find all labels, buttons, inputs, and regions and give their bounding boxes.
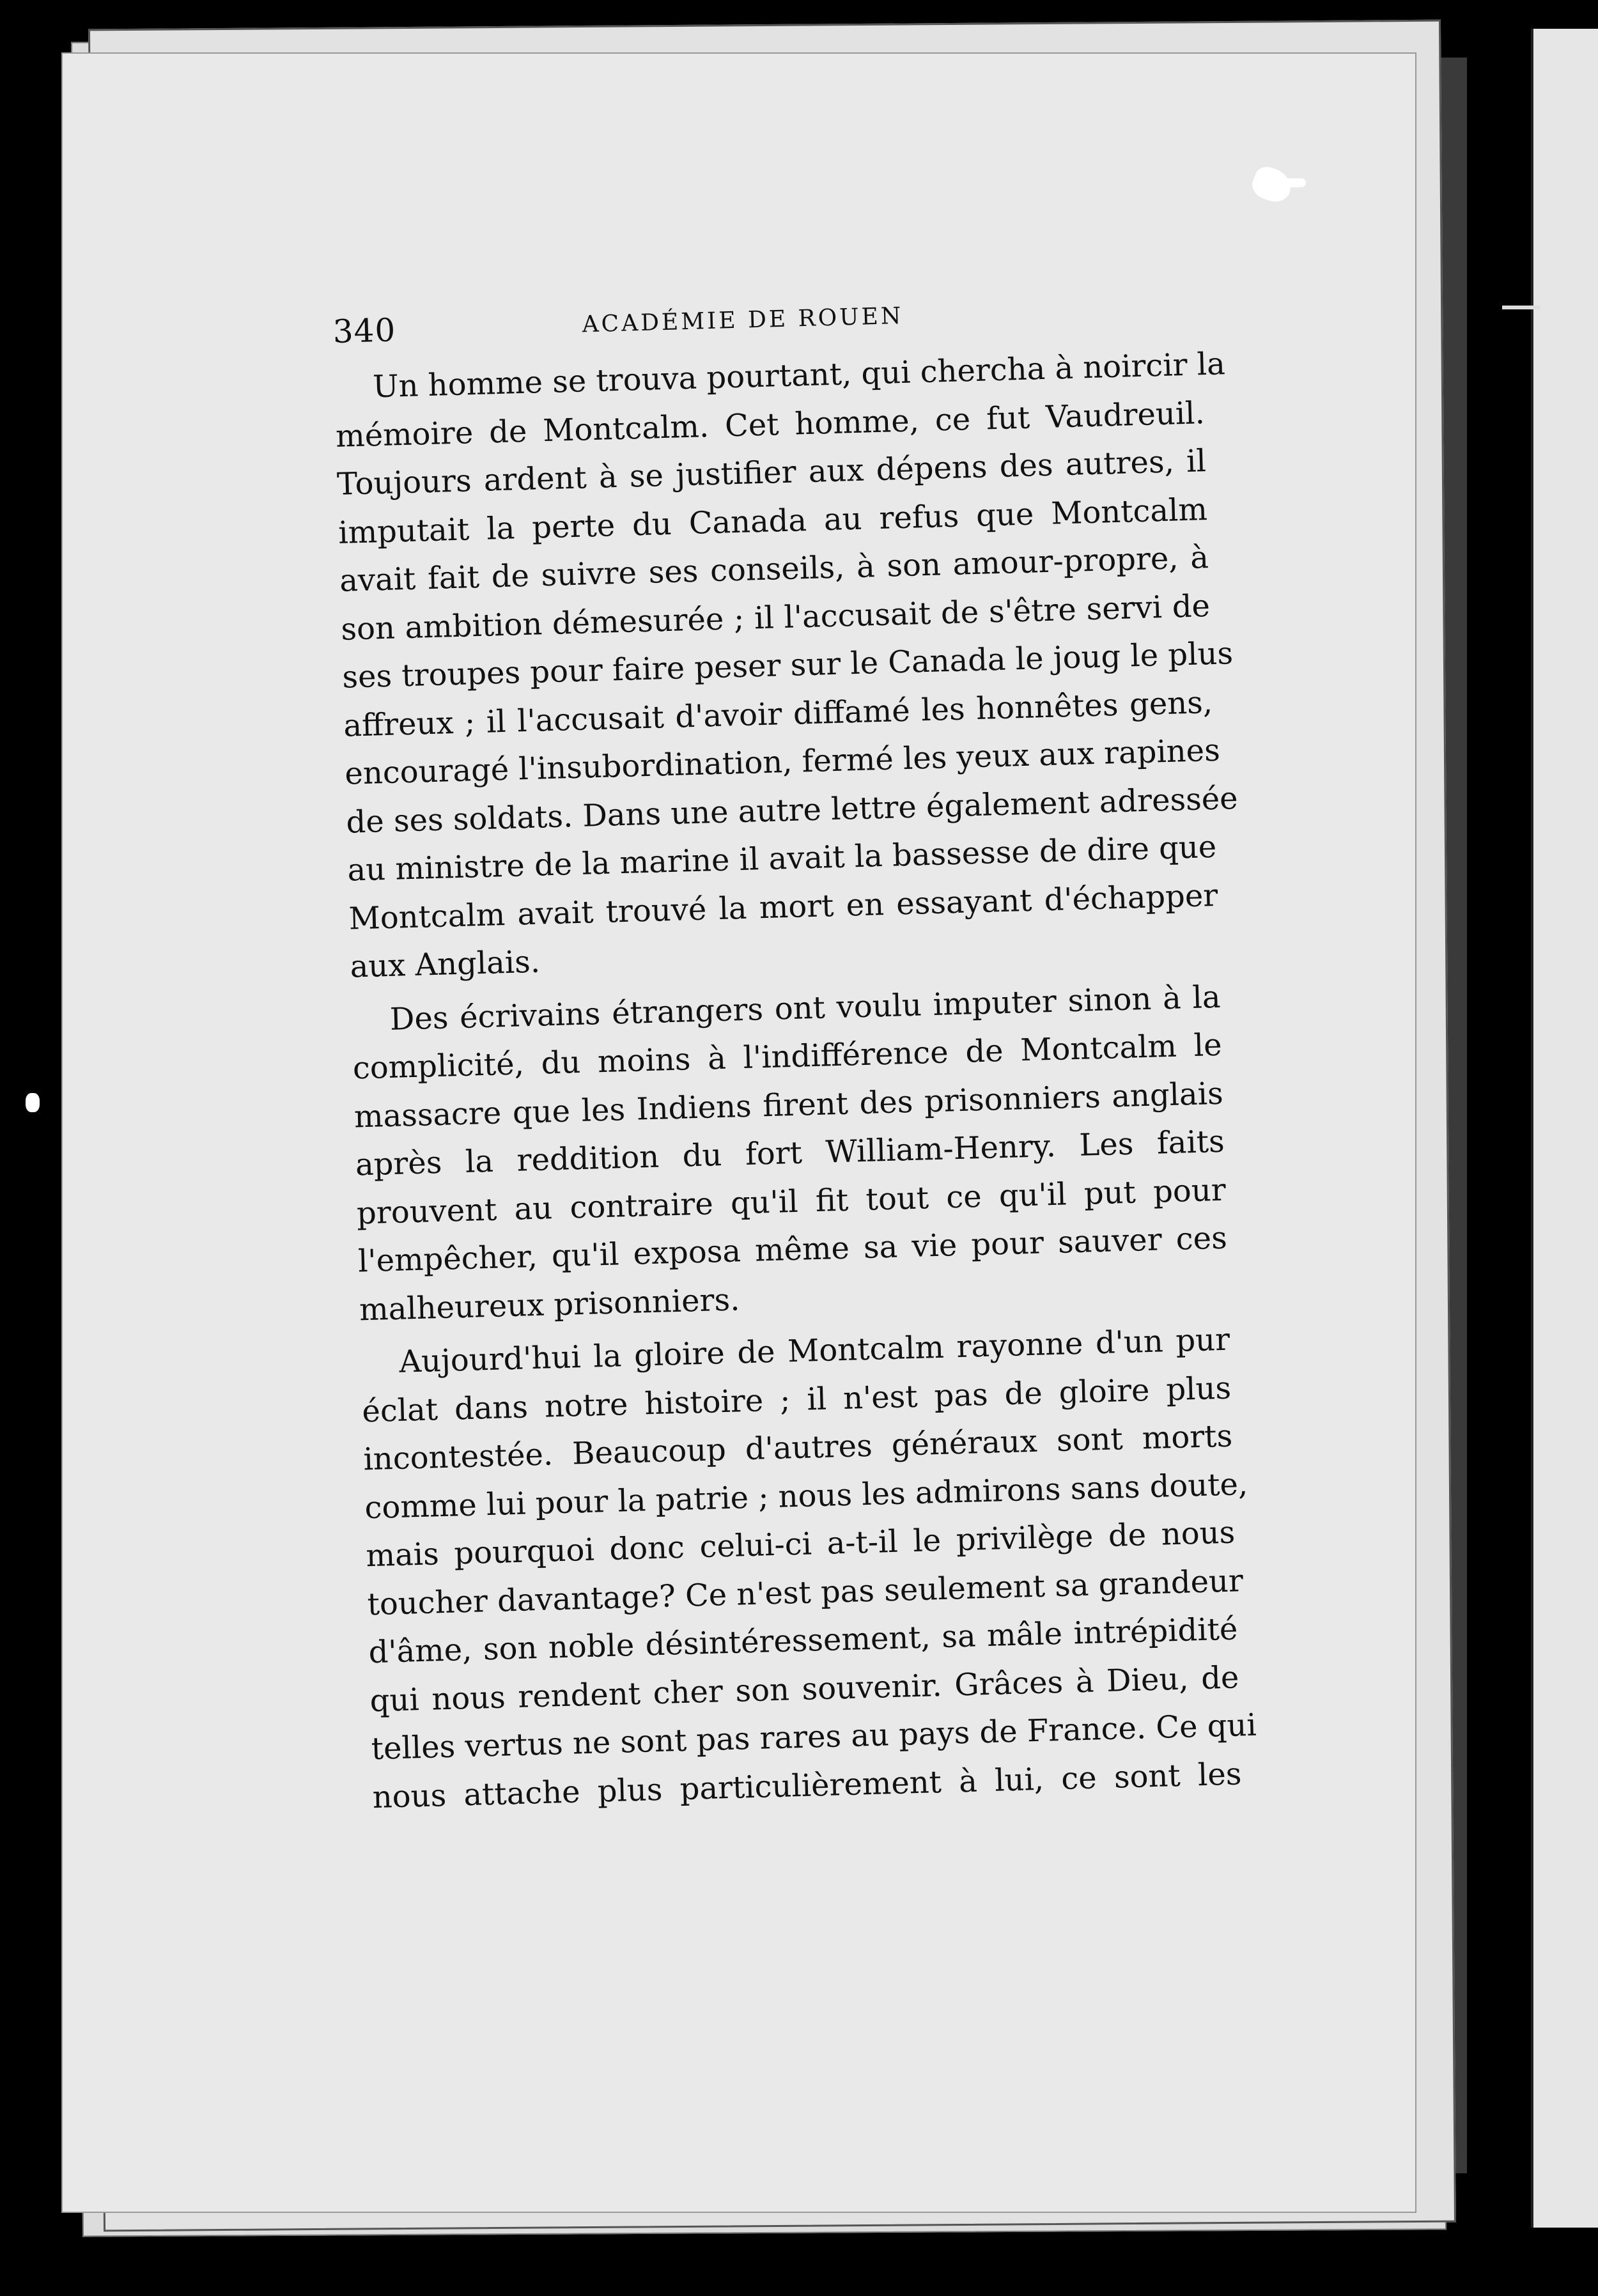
text-line: massacre que les Indiens firent des prisonniers anglais — [353, 1075, 1224, 1135]
text-line: complicité, du moins à l'indifférence de Montcalm le — [352, 1027, 1223, 1087]
margin-spot — [26, 1093, 40, 1112]
text-line: mémoire de Montcalm. Cet homme, ce fut Vaudreuil. — [335, 394, 1206, 454]
text-line: ses troupes pour faire peser sur le Canada le joug le plus — [341, 635, 1234, 695]
text-line: au ministre de la marine il avait la bassesse de dire que — [346, 828, 1217, 888]
text-line: telles vertus ne sont pas rares au pays de France. Ce qui — [371, 1707, 1257, 1767]
text-line: toucher davantage? Ce n'est pas seulement sa grandeur — [366, 1562, 1244, 1622]
text-line: qui nous rendent cher son souvenir. Grâces à Dieu, de — [369, 1659, 1239, 1719]
text-line: Des écrivains étrangers ont voulu imputer sinon à la — [389, 979, 1222, 1037]
text-line: incontestée. Beaucoup d'autres généraux sont morts — [362, 1418, 1233, 1478]
text-line: Aujourd'hui la gloire de Montcalm rayonne d'un pur — [398, 1321, 1230, 1380]
text-line: encouragé l'insubordination, fermé les yeux aux rapines — [344, 732, 1221, 792]
text-line: avait fait de suivre ses conseils, à son amour-propre, à — [339, 539, 1209, 599]
text-line: aux Anglais. — [349, 943, 541, 985]
adjacent-page-edge — [1531, 29, 1598, 2228]
paragraph — [334, 341, 1239, 991]
text-line: d'âme, son noble désintéressement, sa mâle intrépidité — [368, 1611, 1238, 1671]
text-line: son ambition démesurée ; il l'accusait de s'être servi de — [340, 587, 1211, 648]
text-line: comme lui pour la patrie ; nous les admirons sans doute, — [364, 1466, 1248, 1526]
text-line: malheureux prisonniers. — [359, 1281, 741, 1328]
text-line: de ses soldats. Dans une autre lettre également adressée — [345, 780, 1239, 841]
text-line: imputait la perte du Canada au refus que Montcalm — [337, 491, 1208, 551]
text-line: nous attache plus particulièrement à lui, ce sont les — [372, 1755, 1243, 1815]
paragraph — [360, 1316, 1257, 1822]
page-text-block — [332, 290, 1257, 1822]
paper-blot-streak — [1280, 178, 1306, 187]
text-line: l'empêcher, qu'il exposa même sa vie pour sauver ces — [357, 1220, 1228, 1280]
running-title: ACADÉMIE DE ROUEN — [582, 302, 904, 338]
text-line: Un homme se trouva pourtant, qui chercha à noircir la — [372, 346, 1226, 405]
text-line: mais pourquoi donc celui-ci a-t-il le privilège de nous — [365, 1514, 1236, 1574]
page-number: 340 — [332, 311, 396, 350]
paragraph — [351, 973, 1229, 1334]
page-edge-mark — [1502, 306, 1540, 309]
text-line: Toujours ardent à se justifier aux dépens des autres, il — [336, 443, 1207, 502]
text-line: après la reddition du fort William-Henry. Les faits — [355, 1123, 1225, 1183]
text-line: affreux ; il l'accusait d'avoir diffamé les honnêtes gens, — [343, 684, 1213, 744]
text-line: Montcalm avait trouvé la mort en essayant d'échapper — [348, 877, 1218, 937]
text-line: prouvent au contraire qu'il fit tout ce qu'il put pour — [356, 1172, 1227, 1231]
text-line: éclat dans notre histoire ; il n'est pas de gloire plus — [361, 1370, 1232, 1429]
